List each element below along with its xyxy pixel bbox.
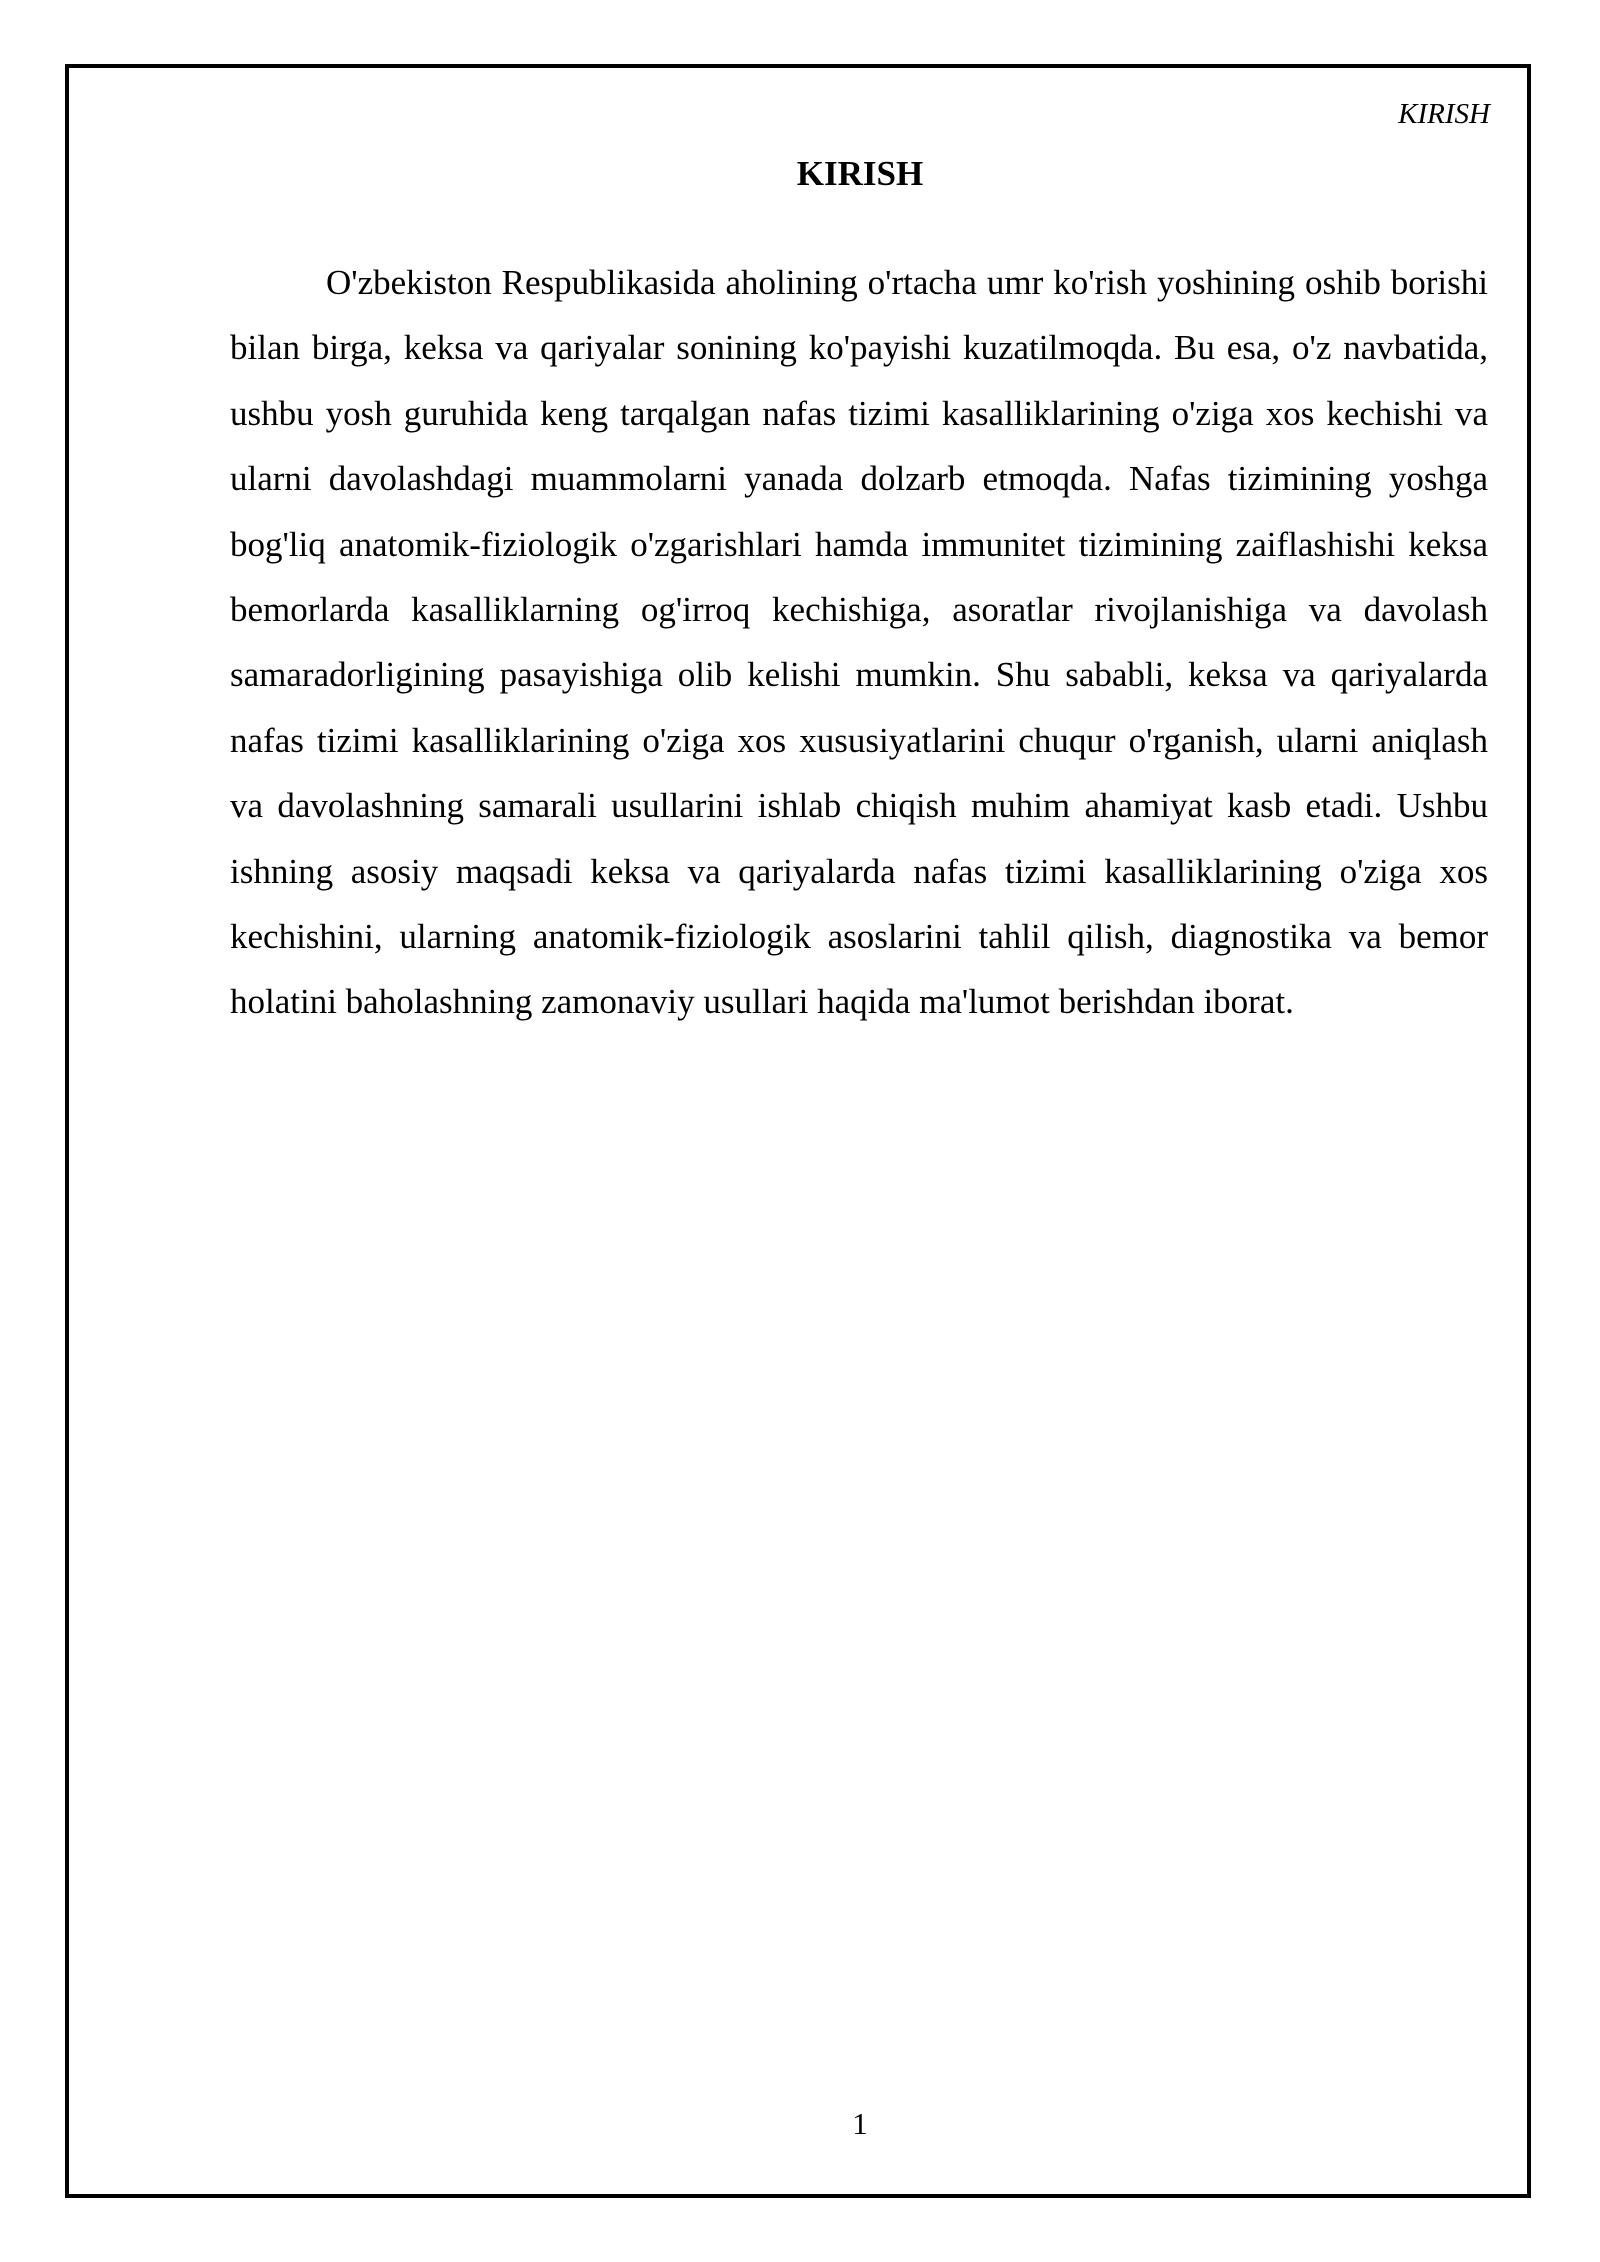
body-paragraph: O'zbekiston Respublikasida aholining o'rtacha umr ko'rish yoshining oshib borishi bilan birga, keksa va qariyalar sonining ko'payishi kuzatilmoqda. Bu esa, o'z navbatida, ushbu yosh guruhida keng tarqalgan nafas tizimi kasalliklarining o'ziga xos kechishi va ularni davolashdagi muammolarni yanada dolzarb etmoqda. Nafas tizimining yoshga bog'liq anatomik-fiziologik o'zgarishlari hamda immunitet tizimining zaiflashishi keksa bemorlarda kasalliklarning og'irroq kechishiga, asoratlar rivojlanishiga va davolash samaradorligining pasayishiga olib kelishi mumkin. Shu sababli, keksa va qariyalarda nafas tizimi kasalliklarining o'ziga xos xususiyatlarini chuqur o'rganish, ularni aniqlash va davolashning samarali usullarini ishlab chiqish muhim ahamiyat kasb etadi. Ushbu ishning asosiy maqsadi keksa va qariyalarda nafas tizimi kasalliklarining o'ziga xos kechishini, ularning anatomik-fiziologik asoslarini tahlil qilish, diagnostika va bemor holatini baholashning zamonaviy usullari haqida ma'lumot berishdan iborat.	[230, 263, 1488, 1022]
section-title: KIRISH	[796, 154, 924, 193]
page-number: 1	[852, 2106, 868, 2141]
running-header: KIRISH	[1398, 98, 1490, 130]
